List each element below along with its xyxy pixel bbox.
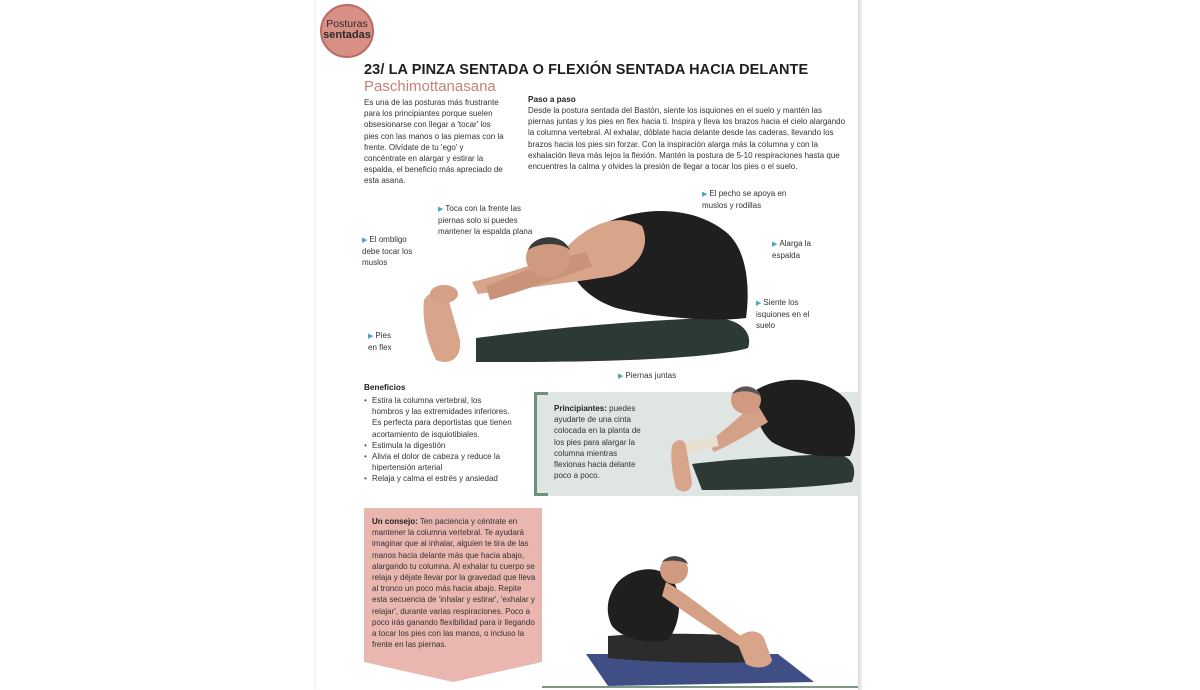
beginner-label: Principiantes: — [554, 404, 607, 413]
list-item: • Estira la columna vertebral, los hombros y las extremidades inferiores. Es perfecta para deportistas que tienen acortamiento de isquiotibiales. — [364, 395, 514, 440]
bottom-divider — [542, 686, 858, 688]
mat-pose-illustration — [578, 550, 822, 690]
pose-sanskrit-name: Paschimottanasana — [364, 78, 496, 95]
callout-legs: ▶ Piernas juntas — [618, 371, 677, 380]
tip-text: Un consejo: Ten paciencia y céntrate en mantener la columna vertebral. Te ayudará imaginar que al inhalar, alguien te tira de las manos hacia delante más que hacia abajo, alargando tu columna. Al exhalar tu cuerpo se relaja y déjate llevar por la gravedad que lleva al tronco un poco más hacia abajo. Repite esta secuencia de 'inhalar y estirar', 'exhalar y relajar', durante varias respiraciones. Poco a poco irás ganando flexibilidad para ir llegando a tocar los pies con las manos, o incluso la frente en las piernas. — [372, 517, 536, 650]
callout-feet: ▶ Pies en flex — [368, 331, 392, 352]
page-title: 23/ LA PINZA SENTADA O FLEXIÓN SENTADA HACIA DELANTE — [364, 62, 809, 78]
badge-line-2: sentadas — [323, 29, 371, 41]
beginner-text: Principiantes: puedes ayudarte de una cinta colocada en la planta de los pies para alargar la columna mientras flexionas hacia delante poco a poco. — [554, 404, 641, 481]
pointer-arrow-icon: ▶ — [362, 237, 368, 244]
benefits-heading: Beneficios — [364, 383, 406, 392]
magazine-page — [316, 0, 858, 690]
pointer-arrow-icon: ▶ — [702, 191, 708, 198]
intro-paragraph: Es una de las posturas más frustrante para los principiantes porque suelen obsesionarse con llegar a 'tocar' los pies con las manos o las piernas con la frente. Olvídate de tu 'ego' y concéntrate en alargar y estirar la espalda, el beneficio más apreciado de esta asana. — [364, 98, 504, 186]
pointer-arrow-icon: ▶ — [756, 300, 762, 307]
callout-forehead: ▶ Toca con la frente las piernas solo si puedes mantener la espalda plana — [438, 204, 533, 236]
list-item: • Alivia el dolor de cabeza y reduce la hipertensión arterial — [364, 451, 514, 473]
list-item: • Relaja y calma el estrés y ansiedad — [364, 473, 514, 484]
callout-back: ▶ Alarga la espalda — [772, 239, 811, 260]
callout-chest: ▶ El pecho se apoya en muslos y rodillas — [702, 189, 787, 210]
callout-navel: ▶ El ombligo debe tocar los muslos — [362, 235, 413, 267]
benefits-list — [364, 395, 514, 485]
badge-line-1: Posturas — [326, 18, 368, 30]
step-paragraph: Desde la postura sentada del Bastón, siente los isquiones en el suelo y mantén las piernas juntas y los pies en flex hacia ti. Inspira y lleva los brazos hacia el cielo alargando la columna vertebral. Al exhalar, dóblate hacia delante desde las caderas, llevando los brazos hacia los pies sin forzar. Con la inspiración alarga más la columna y con la exhalación lleva más lejos la flexión. Mantén la postura de 5-10 respiraciones hasta que encuentres la calma y olvides la presión de llegar a tocar los pies o el suelo. — [528, 106, 846, 172]
callout-sit-bones: ▶ Siente los isquiones en el suelo — [756, 298, 810, 330]
page-edge-shadow — [858, 0, 862, 690]
beginner-bracket — [534, 392, 548, 496]
tip-label: Un consejo: — [372, 517, 418, 526]
pointer-arrow-icon: ▶ — [438, 206, 444, 213]
step-heading: Paso a paso — [528, 95, 576, 104]
pointer-arrow-icon: ▶ — [772, 241, 778, 248]
list-item: • Estimula la digestión — [364, 440, 514, 451]
section-badge — [320, 4, 374, 58]
tip-box-pointer — [364, 662, 542, 682]
pointer-arrow-icon: ▶ — [618, 373, 624, 380]
pointer-arrow-icon: ▶ — [368, 333, 374, 340]
beginner-pose-illustration — [652, 372, 858, 496]
